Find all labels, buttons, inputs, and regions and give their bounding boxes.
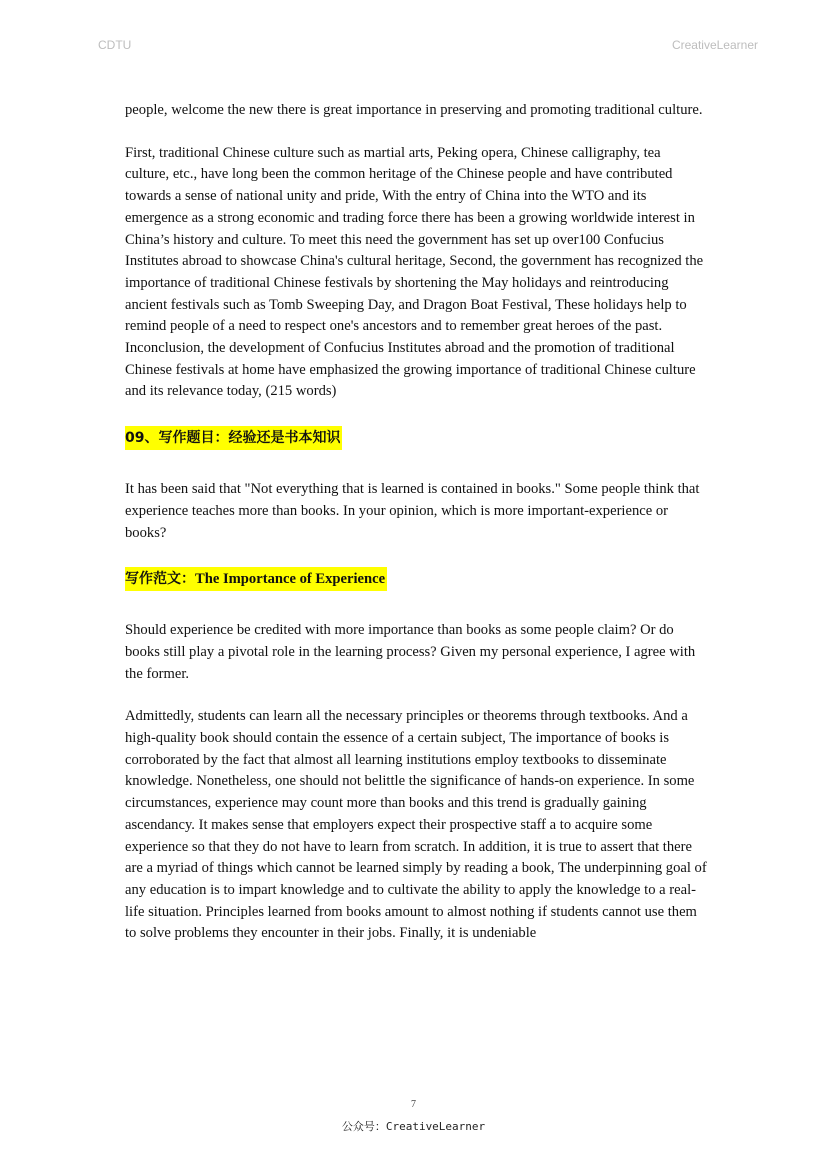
header-left: CDTU xyxy=(98,38,132,52)
topic-heading-wrap xyxy=(125,426,707,453)
header-right: CreativeLearner xyxy=(671,38,758,52)
writing-prompt: It has been said that "Not everything that is learned is contained in books." Some people think that experience teaches more than books. In your opinion, which is more important-experience or books? xyxy=(125,481,700,541)
essay-paragraph-body: Admittedly, students can learn all the necessary principles or theorems through textbooks. And a high-quality book should contain the essence of a certain subject, The importance of books is corroborated by the fact that almost all learning institutions employ textbooks to disseminate knowledge. Nonetheless, one should not belittle the significance of hands-on experience. In some circumstances, experience may count more than books and this trend is gradually gaining ascendancy. It makes sense that employers expect their prospective staff a to acquire some experience so that they do not have to learn from scratch. In addition, it is true to assert that there are a myriad of things which cannot be learned simply by reading a book, The underpinning goal of any education is to impart knowledge and to cultivate the ability to apply the knowledge to a real-life situation. Principles learned from books amount to almost nothing if students cannot use them to solve problems they encounter in their jobs. Finally, it is undeniable xyxy=(125,708,707,942)
paragraph-intro-end: people, welcome the new there is great importance in preserving and promoting traditional culture. xyxy=(125,102,703,118)
topic-heading: 09、写作题目：经验还是书本知识 xyxy=(125,426,342,450)
essay-heading-label: 写作范文： xyxy=(125,571,195,588)
essay-paragraph-intro: Should experience be credited with more importance than books as some people claim? Or do books still play a pivotal role in the learning process? Given my personal experience, I agree with the former. xyxy=(125,622,696,682)
footer-account: 公众号：CreativeLearner xyxy=(341,1120,486,1133)
paragraph-culture: First, traditional Chinese culture such as martial arts, Peking opera, Chinese calligraphy, tea culture, etc., have long been the common heritage of the Chinese people and have contributed towards a sense of national unity and pride, With the entry of China into the WTO and its emergence as a strong economic and trading force there has been a growing worldwide interest in China’s history and culture. To meet this need the government has set up over100 Confucius Institutes abroad to showcase China's cultural heritage, Second, the government has recognized the importance of traditional Chinese festivals by shortening the May holidays and reintroducing ancient festivals such as Tomb Sweeping Day, and Dragon Boat Festival, These holidays help to remind people of a need to respect one's ancestors and to remember great heroes of the past. Inconclusion, the development of Confucius Institutes abroad and the promotion of traditional Chinese festivals at home have emphasized the growing importance of traditional Chinese culture and its relevance today, (215 words) xyxy=(125,144,704,400)
page-number: 7 xyxy=(411,1099,416,1110)
essay-heading-title: The Importance of Experience xyxy=(195,571,386,588)
page-content xyxy=(125,100,707,945)
essay-heading xyxy=(125,567,387,591)
essay-heading-wrap xyxy=(125,567,707,594)
